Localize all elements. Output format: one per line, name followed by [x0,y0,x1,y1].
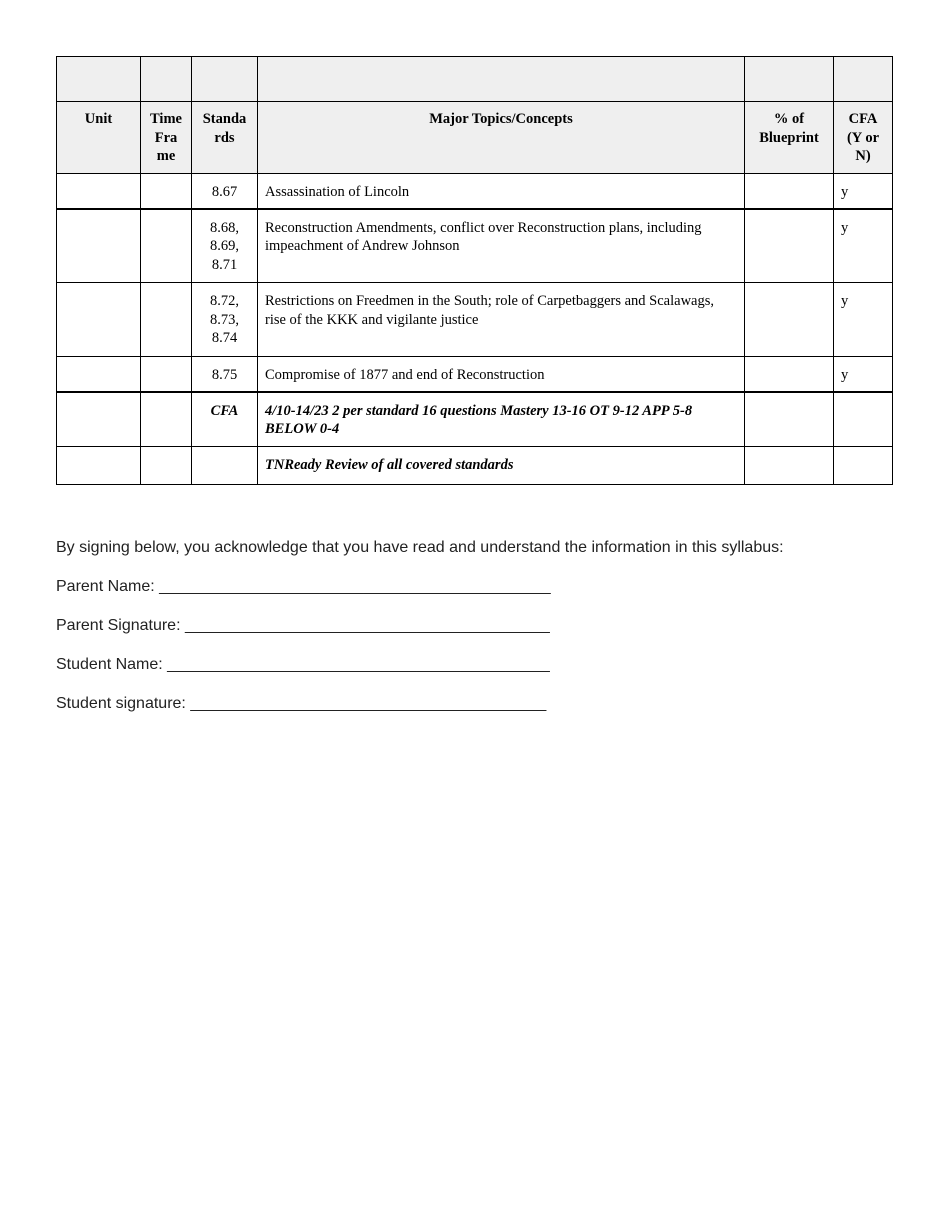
timeframe-cell [141,447,192,485]
blank-cell [834,57,893,102]
table-row [57,447,893,485]
standards-cell: CFA [192,392,258,447]
standards-cell: 8.75 [192,357,258,392]
blueprint-cell [745,209,834,283]
unit-cell [57,283,141,357]
cfa-cell [834,447,893,485]
cfa-cell: y [834,283,893,357]
blank-cell [141,57,192,102]
header-standards: Standa rds [192,102,258,174]
timeframe-cell [141,174,192,209]
cfa-cell: y [834,174,893,209]
standards-cell: 8.68, 8.69, 8.71 [192,209,258,283]
table-row [57,283,893,357]
topic-cell: TNReady Review of all covered standards [258,447,745,485]
standards-cell: 8.67 [192,174,258,209]
table-row [57,357,893,392]
header-topics: Major Topics/Concepts [258,102,745,174]
table-header-row [57,102,893,174]
unit-cell [57,447,141,485]
unit-cell [57,209,141,283]
timeframe-cell [141,209,192,283]
parent-name-line[interactable]: Parent Name: ____________________________________________ [56,578,551,595]
blueprint-cell [745,174,834,209]
cfa-cell: y [834,209,893,283]
blank-cell [745,57,834,102]
signature-section [56,538,896,733]
blank-cell [192,57,258,102]
acknowledgement-text: By signing below, you acknowledge that you have read and understand the information in this syllabus: [56,539,784,556]
topic-cell: Assassination of Lincoln [258,174,745,209]
topic-cell: Restrictions on Freedmen in the South; role of Carpetbaggers and Scalawags, rise of the KKK and vigilante justice [258,283,745,357]
blueprint-cell [745,447,834,485]
unit-cell [57,357,141,392]
table-blank-header-row [57,57,893,102]
blank-cell [57,57,141,102]
topic-cell: 4/10-14/23 2 per standard 16 questions Mastery 13-16 OT 9-12 APP 5-8 BELOW 0-4 [258,392,745,447]
header-cfa: CFA (Y or N) [834,102,893,174]
topic-cell: Reconstruction Amendments, conflict over Reconstruction plans, including impeachment of Andrew Johnson [258,209,745,283]
topic-cell: Compromise of 1877 and end of Reconstruction [258,357,745,392]
standards-cell [192,447,258,485]
table-row [57,174,893,209]
timeframe-cell [141,357,192,392]
header-timeframe: Time Fra me [141,102,192,174]
student-signature-line[interactable]: Student signature: ________________________________________ [56,695,547,712]
header-unit: Unit [57,102,141,174]
topics-table [56,56,893,485]
cfa-cell [834,392,893,447]
blueprint-cell [745,392,834,447]
standards-cell: 8.72, 8.73, 8.74 [192,283,258,357]
table-row [57,209,893,283]
timeframe-cell [141,392,192,447]
blueprint-cell [745,283,834,357]
student-name-line[interactable]: Student Name: ___________________________________________ [56,656,550,673]
blueprint-cell [745,357,834,392]
unit-cell [57,392,141,447]
cfa-cell: y [834,357,893,392]
header-blueprint: % of Blueprint [745,102,834,174]
blank-cell [258,57,745,102]
parent-signature-line[interactable]: Parent Signature: _________________________________________ [56,617,550,634]
timeframe-cell [141,283,192,357]
table-row [57,392,893,447]
unit-cell [57,174,141,209]
